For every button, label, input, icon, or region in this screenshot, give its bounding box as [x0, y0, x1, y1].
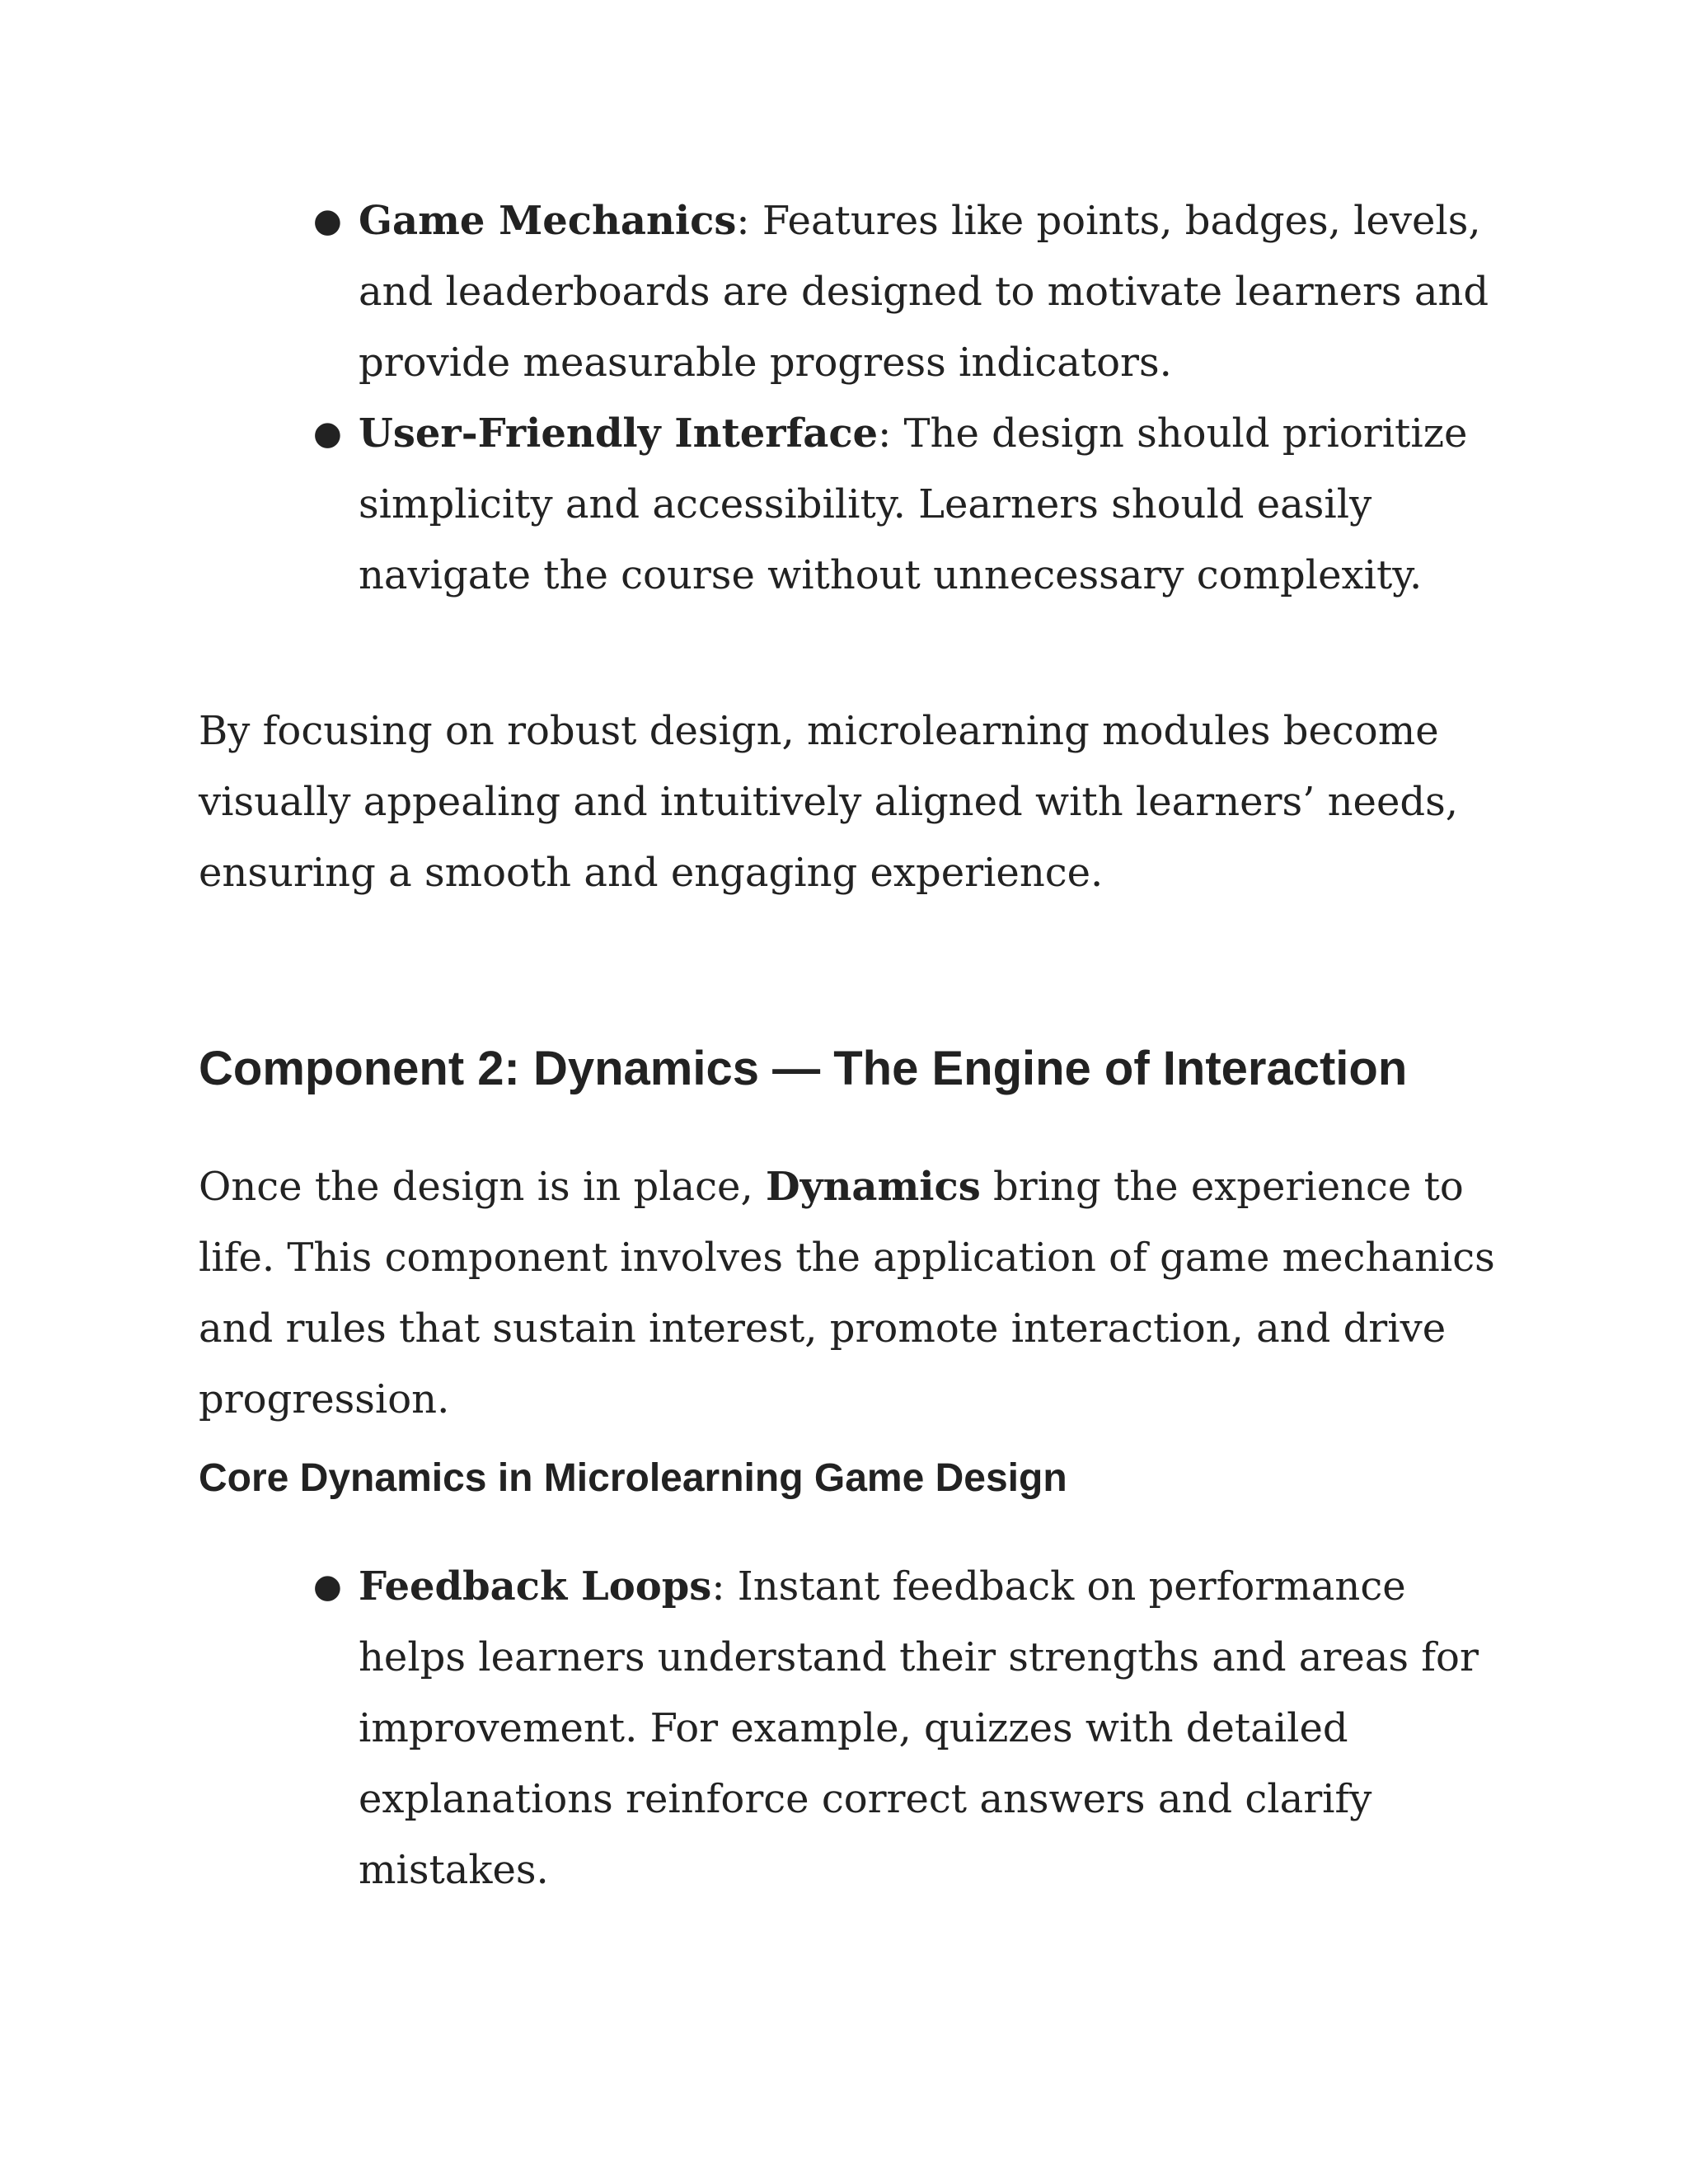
list-item-game-mechanics — [313, 185, 1500, 398]
intro-text-before: Once the design is in place, — [199, 1164, 766, 1210]
list-item-text: : The design should prioritize simplicity and accessibility. Learners should easily navigate the course without unnecessary complexity. — [359, 410, 1468, 598]
list-item-text: : Features like points, badges, levels, and leaderboards are designed to motivate learners and provide measurable progress indicators. — [359, 198, 1489, 386]
bullet-icon: ● — [313, 1568, 342, 1605]
intro-text-after: bring the experience to life. This component involves the application of game mechanics and rules that sustain interest, promote interaction, and drive progression. — [199, 1164, 1495, 1422]
list-item-user-friendly-interface — [313, 398, 1500, 611]
design-elements-list — [313, 185, 1500, 611]
subheading: Core Dynamics in Microlearning Game Design — [199, 1456, 1067, 1500]
list-item-term: User-Friendly Interface — [359, 410, 879, 457]
section-heading: Component 2: Dynamics — The Engine of Interaction — [199, 1042, 1408, 1095]
list-item-term: Game Mechanics — [359, 198, 737, 244]
bullet-icon: ● — [313, 202, 342, 240]
core-dynamics-list — [313, 1551, 1500, 1905]
summary-paragraph: By focusing on robust design, microlearning modules become visually appealing and intuitively aligned with learners’ needs, ensuring a smooth and engaging experience. — [199, 708, 1458, 896]
bullet-icon: ● — [313, 415, 342, 452]
list-item-feedback-loops — [313, 1551, 1500, 1905]
list-item-text: : Instant feedback on performance helps learners understand their strengths and areas for improvement. For example, quizzes with detailed explanations reinforce correct answers and clarify mistakes. — [359, 1563, 1479, 1893]
intro-text-bold: Dynamics — [765, 1164, 981, 1210]
intro-paragraph — [199, 1151, 1517, 1435]
list-item-term: Feedback Loops — [359, 1563, 712, 1610]
